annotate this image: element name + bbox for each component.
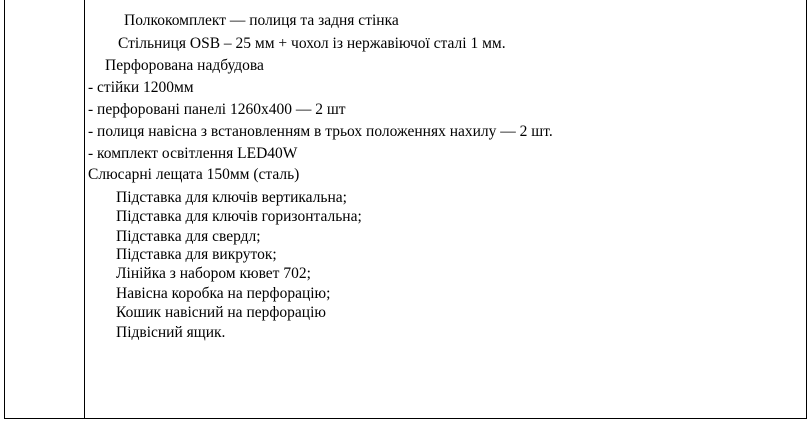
spec-line: Полкокомплект — полиця та задня стінка (124, 12, 399, 29)
spec-line: - полиця навісна з встановленням в трьох положеннях нахилу — 2 шт. (88, 123, 553, 140)
specification-cell (85, 0, 805, 418)
spec-line: Навісна коробка на перфорацію; (116, 285, 331, 302)
spec-line: Лінійка з набором кювет 702; (116, 265, 311, 282)
table-border-left (4, 0, 5, 419)
spec-line: - перфоровані панелі 1260х400 — 2 шт (88, 101, 346, 118)
spec-line: Підставка для ключів горизонтальна; (116, 208, 362, 225)
spec-line: - стійки 1200мм (88, 79, 194, 96)
spec-line: Слюсарні лещата 150мм (сталь) (88, 166, 300, 183)
spec-line: Підставка для свердл; (116, 228, 261, 245)
spec-line: Кошик навісний на перфорацію (116, 304, 326, 321)
table-border-right (806, 0, 807, 419)
spec-line: - комплект освітлення LED40W (88, 145, 298, 162)
spec-line: Перфорована надбудова (105, 57, 264, 74)
spec-line: Підставка для ключів вертикальна; (116, 189, 347, 206)
spec-line: Підставка для викруток; (116, 246, 277, 263)
spec-line: Стільниця OSB – 25 мм + чохол із нержавіючої сталі 1 мм. (118, 35, 506, 52)
spec-line: Підвісний ящик. (116, 324, 226, 341)
table-border-bottom (4, 418, 807, 419)
